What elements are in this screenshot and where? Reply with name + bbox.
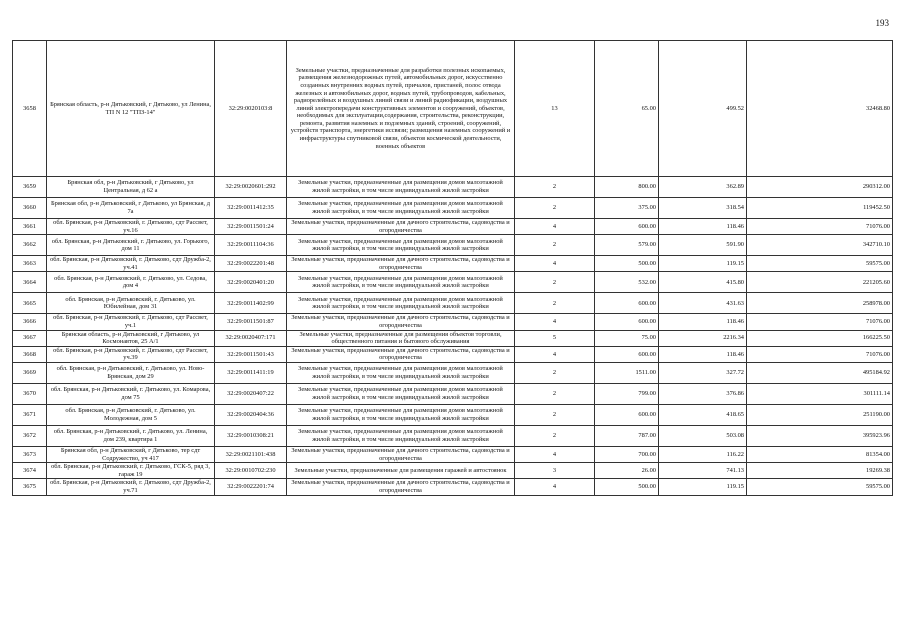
- specific-value-cell: 119.15: [659, 256, 747, 272]
- specific-value-cell: 362.89: [659, 177, 747, 198]
- use-group-cell: 13: [515, 41, 595, 177]
- table-row: [13, 177, 893, 198]
- table-row: [13, 235, 893, 256]
- specific-value-cell: 118.46: [659, 219, 747, 235]
- address-cell: Брянская обл, р-н Дятьковский, г Дятьково, тер сдт Содружество, уч 417: [47, 446, 215, 462]
- row-number-cell: 3666: [13, 314, 47, 330]
- area-cell: 26.00: [595, 463, 659, 479]
- area-cell: 600.00: [595, 314, 659, 330]
- land-use-cell: Земельные участки, предназначенные для размещения домов малоэтажной жилой застройки, в том числе индивидуальной жилой застройки: [287, 272, 515, 293]
- cadastral-number-cell: 32:29:0011104:36: [215, 235, 287, 256]
- row-number-cell: 3668: [13, 346, 47, 362]
- specific-value-cell: 591.90: [659, 235, 747, 256]
- address-cell: обл. Брянская, р-н Дятьковский, г. Дятьково, сдт Дружба-2, уч.41: [47, 256, 215, 272]
- land-use-cell: Земельные участки, предназначенные для размещения объектов торговли, общественного питания и бытового обслуживания: [287, 330, 515, 346]
- specific-value-cell: 2216.34: [659, 330, 747, 346]
- address-cell: обл. Брянская, р-н Дятьковский, г. Дятьково, сдт Дружба-2, уч.71: [47, 479, 215, 495]
- table-row: [13, 293, 893, 314]
- address-cell: обл. Брянская, р-н Дятьковский, г. Дятьково, сдт Рассвет, уч.1: [47, 314, 215, 330]
- row-number-cell: 3674: [13, 463, 47, 479]
- cadastral-number-cell: 32:29:0010308:21: [215, 425, 287, 446]
- address-cell: Брянская область, р-н Дятьковский, г Дятьково, ул Ленина, ТП N 12 "ТПЗ-14": [47, 41, 215, 177]
- table-row: [13, 446, 893, 462]
- specific-value-cell: 376.86: [659, 383, 747, 404]
- use-group-cell: 4: [515, 314, 595, 330]
- cadastral-number-cell: 32:29:0020404:36: [215, 404, 287, 425]
- row-number-cell: 3663: [13, 256, 47, 272]
- specific-value-cell: 503.08: [659, 425, 747, 446]
- area-cell: 65.00: [595, 41, 659, 177]
- table-row: [13, 41, 893, 177]
- row-number-cell: 3662: [13, 235, 47, 256]
- land-use-cell: Земельные участки, предназначенные для дачного строительства, садоводства и огородничества: [287, 314, 515, 330]
- cadastral-number-cell: 32:29:0011411:19: [215, 362, 287, 383]
- address-cell: обл. Брянская, р-н Дятьковский, г. Дятьково, сдт Рассвет, уч.39: [47, 346, 215, 362]
- row-number-cell: 3667: [13, 330, 47, 346]
- specific-value-cell: 118.46: [659, 346, 747, 362]
- cadastral-number-cell: 32:29:0011412:35: [215, 198, 287, 219]
- cadastral-value-cell: 19269.38: [747, 463, 893, 479]
- land-use-cell: Земельные участки, предназначенные для дачного строительства, садоводства и огородничества: [287, 256, 515, 272]
- use-group-cell: 4: [515, 346, 595, 362]
- land-use-cell: Земельные участки, предназначенные для размещения домов малоэтажной жилой застройки, в том числе индивидуальной жилой застройки: [287, 198, 515, 219]
- row-number-cell: 3672: [13, 425, 47, 446]
- cadastral-value-cell: 32468.80: [747, 41, 893, 177]
- address-cell: обл. Брянская, р-н Дятьковский, г. Дятьково, ГСК-5, ряд 3, гараж 19: [47, 463, 215, 479]
- use-group-cell: 2: [515, 293, 595, 314]
- address-cell: Брянская область, р-н Дятьковский, г Дятьково, ул Космонавтов, 25 А/1: [47, 330, 215, 346]
- specific-value-cell: 116.22: [659, 446, 747, 462]
- row-number-cell: 3665: [13, 293, 47, 314]
- use-group-cell: 4: [515, 219, 595, 235]
- cadastral-number-cell: 32:29:0022201:74: [215, 479, 287, 495]
- cadastral-value-cell: 59575.00: [747, 256, 893, 272]
- specific-value-cell: 499.52: [659, 41, 747, 177]
- row-number-cell: 3675: [13, 479, 47, 495]
- row-number-cell: 3660: [13, 198, 47, 219]
- cadastral-value-cell: 301111.14: [747, 383, 893, 404]
- area-cell: 800.00: [595, 177, 659, 198]
- cadastral-number-cell: 32:29:0020407:22: [215, 383, 287, 404]
- land-use-cell: Земельные участки, предназначенные для размещения гаражей и автостоянок: [287, 463, 515, 479]
- land-use-cell: Земельные участки, предназначенные для размещения домов малоэтажной жилой застройки, в том числе индивидуальной жилой застройки: [287, 293, 515, 314]
- land-use-cell: Земельные участки, предназначенные для размещения домов малоэтажной жилой застройки, в том числе индивидуальной жилой застройки: [287, 362, 515, 383]
- land-use-cell: Земельные участки, предназначенные для дачного строительства, садоводства и огородничества: [287, 479, 515, 495]
- use-group-cell: 4: [515, 256, 595, 272]
- row-number-cell: 3664: [13, 272, 47, 293]
- use-group-cell: 2: [515, 404, 595, 425]
- cadastral-value-cell: 258978.00: [747, 293, 893, 314]
- table-row: [13, 346, 893, 362]
- row-number-cell: 3671: [13, 404, 47, 425]
- area-cell: 500.00: [595, 256, 659, 272]
- cadastral-value-cell: 342710.10: [747, 235, 893, 256]
- cadastral-value-cell: 71076.00: [747, 219, 893, 235]
- use-group-cell: 2: [515, 383, 595, 404]
- cadastral-number-cell: 32:29:0011501:24: [215, 219, 287, 235]
- cadastral-value-cell: 221205.60: [747, 272, 893, 293]
- row-number-cell: 3669: [13, 362, 47, 383]
- table-row: [13, 256, 893, 272]
- address-cell: обл. Брянская, р-н Дятьковский, г. Дятьково, ул. Ново-Брянская, дом 29: [47, 362, 215, 383]
- address-cell: обл. Брянская, р-н Дятьковский, г. Дятьково, ул. Ленина, дом 239, квартира 1: [47, 425, 215, 446]
- table-row: [13, 314, 893, 330]
- table-row: [13, 330, 893, 346]
- page-number: 193: [875, 18, 889, 28]
- cadastral-value-cell: 71076.00: [747, 346, 893, 362]
- address-cell: обл. Брянская, р-н Дятьковский, г. Дятьково, ул. Седова, дом 4: [47, 272, 215, 293]
- row-number-cell: 3658: [13, 41, 47, 177]
- area-cell: 600.00: [595, 346, 659, 362]
- cadastral-value-cell: 495184.92: [747, 362, 893, 383]
- cadastral-value-cell: 251190.00: [747, 404, 893, 425]
- cadastral-number-cell: 32:29:0020401:20: [215, 272, 287, 293]
- row-number-cell: 3661: [13, 219, 47, 235]
- area-cell: 600.00: [595, 219, 659, 235]
- area-cell: 600.00: [595, 293, 659, 314]
- use-group-cell: 5: [515, 330, 595, 346]
- area-cell: 375.00: [595, 198, 659, 219]
- cadastral-number-cell: 32:29:0020601:292: [215, 177, 287, 198]
- area-cell: 1511.00: [595, 362, 659, 383]
- cadastral-number-cell: 32:29:0020103:8: [215, 41, 287, 177]
- land-use-cell: Земельные участки, предназначенные для размещения домов малоэтажной жилой застройки, в том числе индивидуальной жилой застройки: [287, 404, 515, 425]
- row-number-cell: 3659: [13, 177, 47, 198]
- table-row: [13, 425, 893, 446]
- cadastral-number-cell: 32:29:0020407:171: [215, 330, 287, 346]
- use-group-cell: 4: [515, 479, 595, 495]
- use-group-cell: 2: [515, 177, 595, 198]
- address-cell: обл. Брянская, р-н Дятьковский, г. Дятьково, ул. Юбилейная, дом 31: [47, 293, 215, 314]
- land-use-cell: Земельные участки, предназначенные для дачного строительства, садоводства и огородничества: [287, 446, 515, 462]
- specific-value-cell: 418.65: [659, 404, 747, 425]
- use-group-cell: 2: [515, 425, 595, 446]
- land-use-cell: Земельные участки, предназначенные для дачного строительства, садоводства и огородничества: [287, 346, 515, 362]
- specific-value-cell: 318.54: [659, 198, 747, 219]
- table-row: [13, 219, 893, 235]
- cadastral-number-cell: 32:29:0022201:48: [215, 256, 287, 272]
- address-cell: обл. Брянская, р-н Дятьковский, г. Дятьково, сдт Рассвет, уч.16: [47, 219, 215, 235]
- land-use-cell: Земельные участки, предназначенные для разработки полезных ископаемых, размещения железнодорожных путей, автомобильных дорог, искусственно созданных внутренних водных путей, причалов, пристаней, полос отвода железных и автомобильных дорог, водных путей, трубопроводов, кабельных, радиорелейных и воздушных линий связи и линий радиофикации, воздушных линий электропередачи конструктивных элементов и сооружений, объектов, необходимых для эксплуатации,содержания, строительства, реконструкции, ремонта, развития наземных и подземных зданий, строений, сооружений, устройств транспорта, энергетики иссвязи; размещения наземных сооружений и инфраструктуры спутниковой связи, объектов космической деятельности, военных объектов: [287, 41, 515, 177]
- table-body: [13, 41, 893, 496]
- cadastral-number-cell: 32:29:0011501:43: [215, 346, 287, 362]
- cadastral-value-cell: 395923.96: [747, 425, 893, 446]
- area-cell: 532.00: [595, 272, 659, 293]
- specific-value-cell: 431.63: [659, 293, 747, 314]
- table-row: [13, 383, 893, 404]
- specific-value-cell: 119.15: [659, 479, 747, 495]
- use-group-cell: 2: [515, 362, 595, 383]
- table-row: [13, 463, 893, 479]
- area-cell: 600.00: [595, 404, 659, 425]
- area-cell: 500.00: [595, 479, 659, 495]
- area-cell: 579.00: [595, 235, 659, 256]
- area-cell: 75.00: [595, 330, 659, 346]
- cadastral-value-cell: 81354.00: [747, 446, 893, 462]
- table-row: [13, 362, 893, 383]
- area-cell: 700.00: [595, 446, 659, 462]
- use-group-cell: 3: [515, 463, 595, 479]
- address-cell: Брянская обл, р-н Дятьковский, г Дятьково, ул Центральная, д 62 а: [47, 177, 215, 198]
- address-cell: обл. Брянская, р-н Дятьковский, г. Дятьково, ул. Комарова, дом 75: [47, 383, 215, 404]
- land-registry-table: [12, 40, 893, 496]
- specific-value-cell: 415.80: [659, 272, 747, 293]
- cadastral-number-cell: 32:29:0021101:438: [215, 446, 287, 462]
- table-row: [13, 272, 893, 293]
- cadastral-value-cell: 71076.00: [747, 314, 893, 330]
- cadastral-number-cell: 32:29:0010702:230: [215, 463, 287, 479]
- table-row: [13, 404, 893, 425]
- cadastral-value-cell: 290312.00: [747, 177, 893, 198]
- land-use-cell: Земельные участки, предназначенные для размещения домов малоэтажной жилой застройки, в том числе индивидуальной жилой застройки: [287, 383, 515, 404]
- land-use-cell: Земельные участки, предназначенные для размещения домов малоэтажной жилой застройки, в том числе индивидуальной жилой застройки: [287, 177, 515, 198]
- use-group-cell: 2: [515, 235, 595, 256]
- land-use-cell: Земельные участки, предназначенные для дачного строительства, садоводства и огородничества: [287, 219, 515, 235]
- use-group-cell: 4: [515, 446, 595, 462]
- row-number-cell: 3673: [13, 446, 47, 462]
- address-cell: Брянская обл, р-н Дятьковский, г Дятьково, ул Брянская, д 7а: [47, 198, 215, 219]
- land-use-cell: Земельные участки, предназначенные для размещения домов малоэтажной жилой застройки, в том числе индивидуальной жилой застройки: [287, 235, 515, 256]
- land-use-cell: Земельные участки, предназначенные для размещения домов малоэтажной жилой застройки, в том числе индивидуальной жилой застройки: [287, 425, 515, 446]
- cadastral-value-cell: 119452.50: [747, 198, 893, 219]
- specific-value-cell: 327.72: [659, 362, 747, 383]
- cadastral-number-cell: 32:29:0011402:99: [215, 293, 287, 314]
- specific-value-cell: 118.46: [659, 314, 747, 330]
- area-cell: 787.00: [595, 425, 659, 446]
- use-group-cell: 2: [515, 272, 595, 293]
- address-cell: обл. Брянская, р-н Дятьковский, г. Дятьково, ул. Горького, дом 11: [47, 235, 215, 256]
- row-number-cell: 3670: [13, 383, 47, 404]
- cadastral-number-cell: 32:29:0011501:87: [215, 314, 287, 330]
- cadastral-value-cell: 59575.00: [747, 479, 893, 495]
- use-group-cell: 2: [515, 198, 595, 219]
- table-row: [13, 479, 893, 495]
- address-cell: обл. Брянская, р-н Дятьковский, г. Дятьково, ул. Молодежная, дом 5: [47, 404, 215, 425]
- cadastral-value-cell: 166225.50: [747, 330, 893, 346]
- specific-value-cell: 741.13: [659, 463, 747, 479]
- area-cell: 799.00: [595, 383, 659, 404]
- table-row: [13, 198, 893, 219]
